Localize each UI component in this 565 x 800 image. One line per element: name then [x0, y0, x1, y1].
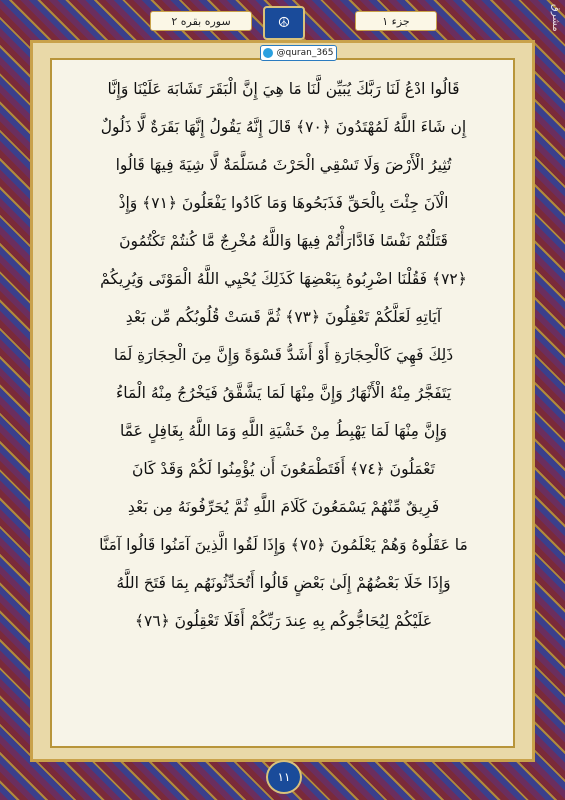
- emblem-icon: ☮: [263, 6, 305, 40]
- page-number: ١١: [266, 760, 302, 794]
- telegram-icon: [263, 48, 273, 58]
- verse-line: ﴿٧٢﴾ فَقُلْنَا اضْرِبُوهُ بِبَعْضِهَا كَذَلِكَ يُحْيِي اللَّهُ الْمَوْتَى وَيُرِيكُمْ: [100, 270, 467, 288]
- verse-line: مَا عَقَلُوهُ وَهُمْ يَعْلَمُونَ ﴿٧٥﴾ وَإِذَا لَقُوا الَّذِينَ آمَنُوا قَالُوا آمَنَّا: [99, 536, 468, 554]
- verse-text: [60, 70, 507, 640]
- watermark-logo: مشرق: [550, 4, 561, 32]
- verse-line: عَلَيْكُمْ لِيُحَاجُّوكُم بِهِ عِندَ رَبِّكُمْ أَفَلَا تَعْقِلُونَ ﴿٧٦﴾: [134, 612, 433, 630]
- verse-line: قَالُوا ادْعُ لَنَا رَبَّكَ يُبَيِّن لَّنَا مَا هِيَ إِنَّ الْبَقَرَ تَشَابَهَ عَلَيْنَا وَإِنَّا: [107, 80, 460, 98]
- verse-line: وَإِنَّ مِنْهَا لَمَا يَهْبِطُ مِنْ خَشْيَةِ اللَّهِ وَمَا اللَّهُ بِغَافِلٍ عَمَّا: [119, 422, 448, 440]
- juz-label: جزء ١: [355, 11, 437, 31]
- verse-line: تُثِيرُ الْأَرْضَ وَلَا تَسْقِي الْحَرْثَ مُسَلَّمَةٌ لَّا شِيَةَ فِيهَا قَالُوا: [115, 156, 452, 174]
- verse-line: الْآنَ جِئْتَ بِالْحَقِّ فَذَبَحُوهَا وَمَا كَادُوا يَفْعَلُونَ ﴿٧١﴾ وَإِذْ: [118, 194, 449, 212]
- verse-line: إِن شَاءَ اللَّهُ لَمُهْتَدُونَ ﴿٧٠﴾ قَالَ إِنَّهُ يَقُولُ إِنَّهَا بَقَرَةٌ لَّا ذَلُولٌ: [100, 118, 467, 136]
- verse-line: يَتَفَجَّرُ مِنْهُ الْأَنْهَارُ وَإِنَّ مِنْهَا لَمَا يَشَّقَّقُ فَيَخْرُجُ مِنْهُ الْمَاءُ: [115, 384, 452, 402]
- verse-line: فَرِيقٌ مِّنْهُمْ يَسْمَعُونَ كَلَامَ اللَّهِ ثُمَّ يُحَرِّفُونَهُ مِن بَعْدِ: [127, 498, 440, 516]
- channel-handle-badge[interactable]: [260, 45, 337, 61]
- verse-line: آيَاتِهِ لَعَلَّكُمْ تَعْقِلُونَ ﴿٧٣﴾ ثُمَّ قَسَتْ قُلُوبُكُم مِّن بَعْدِ: [125, 308, 442, 326]
- verse-line: ذَلِكَ فَهِيَ كَالْحِجَارَةِ أَوْ أَشَدُّ قَسْوَةً وَإِنَّ مِنَ الْحِجَارَةِ لَمَا: [113, 346, 454, 364]
- page-header: [0, 0, 565, 40]
- verse-line: وَإِذَا خَلَا بَعْضُهُمْ إِلَىٰ بَعْضٍ قَالُوا أَتُحَدِّثُونَهُم بِمَا فَتَحَ اللَّهُ: [116, 574, 451, 592]
- surah-label: سوره بقره ٢: [150, 11, 252, 31]
- channel-handle: @quran_365: [276, 48, 334, 58]
- verse-line: تَعْمَلُونَ ﴿٧٤﴾ أَفَتَطْمَعُونَ أَن يُؤْمِنُوا لَكُمْ وَقَدْ كَانَ: [132, 460, 435, 478]
- verse-line: قَتَلْتُمْ نَفْسًا فَادَّارَأْتُمْ فِيهَا وَاللَّهُ مُخْرِجٌ مَّا كُنتُمْ تَكْتُمُونَ: [119, 232, 448, 250]
